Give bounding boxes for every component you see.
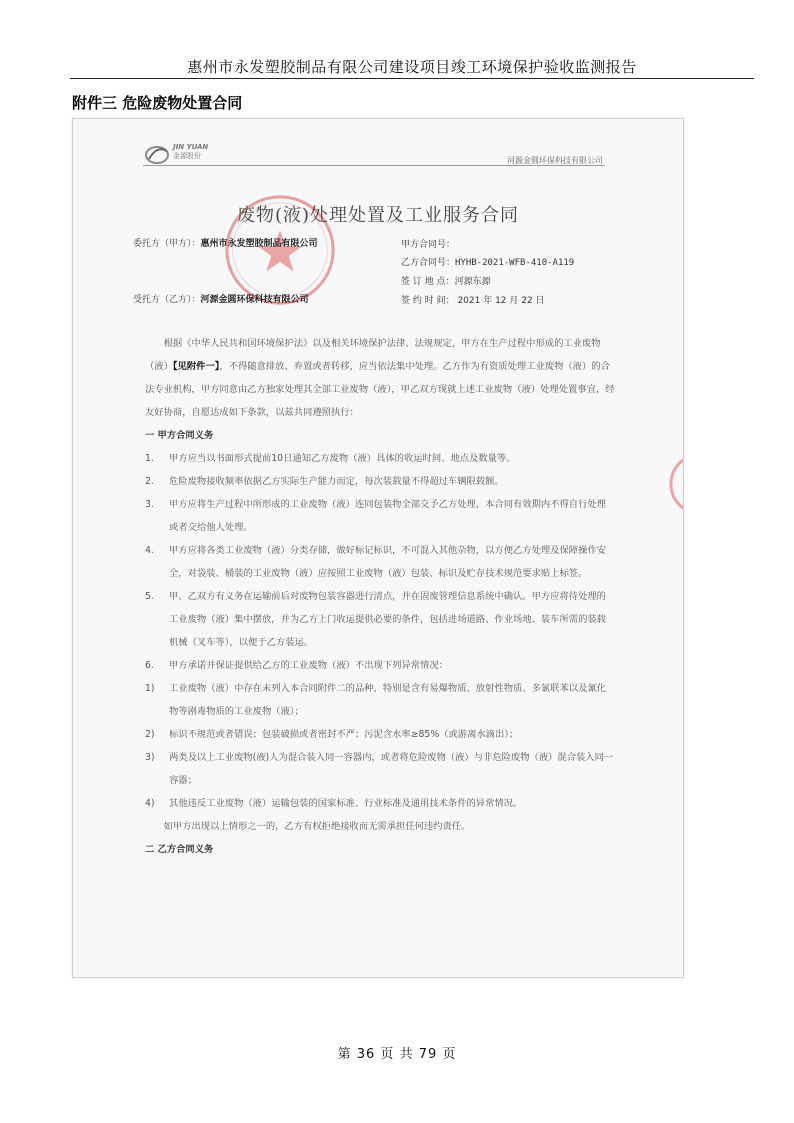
list-item [145, 746, 615, 792]
section-title: 附件三 危险废物处置合同 [72, 94, 243, 112]
scanned-contract-image [72, 118, 684, 978]
intro-paragraph [145, 332, 615, 424]
item-text: 甲方应将生产过程中所形成的工业废物（液）连同包装物全部交予乙方处理，本合同有效期内不得自行处理或者交给他人处理。 [169, 499, 606, 533]
logo-text [173, 143, 208, 161]
intro-text-a: 根据《中华人民共和国环境保护法》以及相关环境保护法律、法规规定，甲方在生产过程中形成的工业废物（液） [145, 338, 601, 372]
sign-place: 签 订 地 点：河源东源 [401, 277, 491, 287]
item-text: 两类及以上工业废物(液)人为混合装入同一容器内，或者将危险废物（液）与非危险废物（液）混合装入同一容器； [169, 752, 614, 786]
party-a-value: 惠州市永发塑胶制品有限公司 [200, 239, 318, 249]
closing-paragraph: 如甲方出现以上情形之一的，乙方有权拒绝接收而无需承担任何违约责任。 [163, 821, 471, 832]
list-item [145, 654, 615, 677]
party-b-contract-no: 乙方合同号：HYHB-2021-WFB-410-A119 [401, 258, 575, 268]
party-a-contract-no: 甲方合同号： [401, 240, 456, 250]
item-number: 2. [145, 476, 154, 487]
company-top-label: 河源金圆环保科技有限公司 [507, 156, 603, 165]
item-number: 4) [145, 798, 155, 809]
list-item [145, 677, 615, 723]
party-b-line [133, 292, 309, 305]
item-number: 4. [145, 545, 154, 556]
item-number: 3) [145, 752, 155, 763]
item-text: 工业废物（液）中存在未列入本合同附件二的品种，特别是含有易爆物质、放射性物质、多氯联苯以及氰化物等剧毒物质的工业废物（液）； [169, 683, 606, 717]
item-text: 甲方应当以书面形式提前10日通知乙方废物（液）具体的收运时间、地点及数量等。 [169, 453, 516, 464]
party-a-label: 委托方（甲方）： [133, 239, 201, 249]
logo-subname: 金源股份 [173, 152, 201, 160]
intro-highlight: 【见附件一】 [172, 361, 220, 372]
top-rule [143, 165, 605, 166]
item-text: 甲方承诺并保证提供给乙方的工业废物（液）不出现下列异常情况： [169, 660, 448, 671]
report-header: 惠州市永发塑胶制品有限公司建设项目竣工环境保护验收监测报告 [187, 58, 637, 76]
side-seal-stamp [661, 449, 684, 519]
item-number: 6. [145, 660, 154, 671]
item-number: 1) [145, 683, 155, 694]
party-b-value: 河源金圆环保科技有限公司 [200, 295, 309, 305]
list-item [145, 792, 615, 815]
item-number: 5. [145, 591, 154, 602]
section-2-heading: 二 乙方合同义务 [145, 844, 214, 855]
section-1-heading: 一 甲方合同义务 [145, 430, 214, 441]
sign-time: 签 约 时 间： 2021 年 12 月 22 日 [401, 296, 545, 306]
logo-name: JIN YUAN [173, 143, 209, 151]
item-number: 2) [145, 729, 155, 740]
item-text: 其他违反工业废物（液）运输包装的国家标准、行业标准及通用技术条件的异常情况。 [169, 798, 523, 809]
party-b-label: 受托方（乙方）： [133, 295, 201, 305]
item-text: 标识不规范或者错误；包装破损或者密封不严；污泥含水率≥85%（或游离水滴出）； [169, 729, 519, 740]
item-number: 1. [145, 453, 154, 464]
item-number: 3. [145, 499, 154, 510]
header-rule [70, 78, 754, 79]
item-text: 甲方应将各类工业废物（液）分类存储，做好标记标识，不可混入其他杂物，以方便乙方处理及保障操作安全，对袋装、桶装的工业废物（液）应按照工业废物（液）包装、标识及贮存技术规范要求贴上标签。 [169, 545, 606, 579]
list-item [145, 493, 615, 539]
item-text: 甲、乙双方有义务在运输前后对废物包装容器进行清点，并在固废管理信息系统中确认。甲方应将待处理的工业废物（液）集中摆放，并为乙方上门收运提供必要的条件，包括进场道路、作业场地、装车所需的装载机械（叉车等），以便于乙方装运。 [169, 591, 606, 648]
party-a-line [133, 236, 318, 249]
list-item [145, 447, 615, 470]
list-item [145, 470, 615, 493]
list-item [145, 723, 615, 746]
list-item [145, 539, 615, 585]
page-number: 第 36 页 共 79 页 [337, 1047, 457, 1062]
contract-body [145, 332, 615, 861]
list-item [145, 585, 615, 654]
item-text: 危险废物接收频率依据乙方实际生产能力而定，每次装载量不得超过车辆限载额。 [169, 476, 504, 487]
intro-text-b: ，不得随意排放、弃置或者转移，应当依法集中处理。乙方作为有资质处理工业废物（液）的合法专业机构，甲方同意由乙方独家处理其全部工业废物（液），甲乙双方现就上述工业废物（液）处理处置事宜，经友好协商，自愿达成如下条款，以兹共同遵照执行： [145, 361, 615, 418]
contract-title: 废物(液)处理处置及工业服务合同 [236, 205, 520, 226]
